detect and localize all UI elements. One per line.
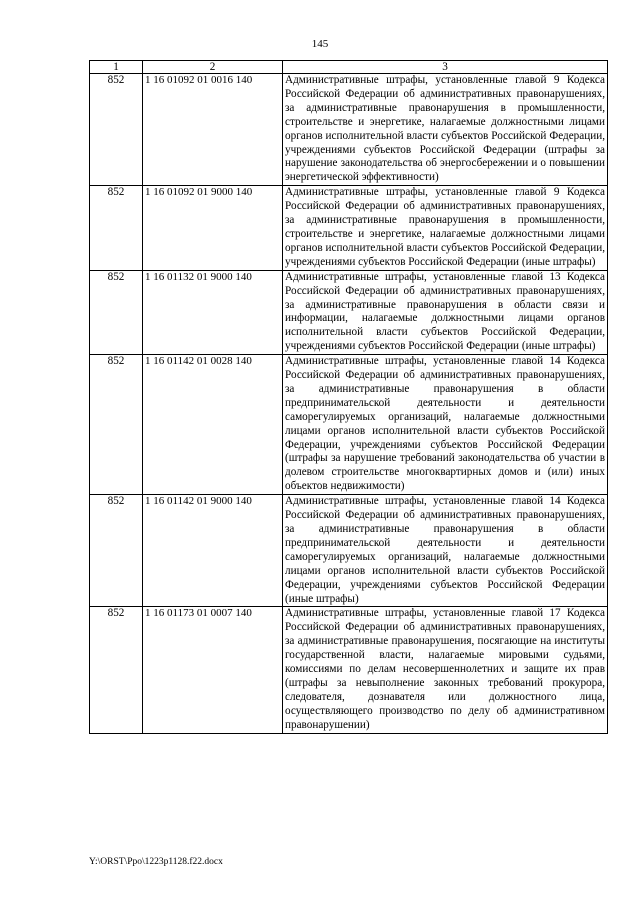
- table-row: [90, 607, 608, 733]
- admin-code-cell: 852: [90, 355, 143, 495]
- column-header-2: 2: [143, 61, 283, 74]
- admin-code-cell: 852: [90, 270, 143, 354]
- table-row: [90, 495, 608, 607]
- document-file-path: Y:\ORST\Ppo\1223p1128.f22.docx: [89, 857, 223, 867]
- admin-code-cell: 852: [90, 607, 143, 733]
- kbk-code-cell: 1 16 01142 01 0028 140: [143, 355, 283, 495]
- page-number: 145: [311, 38, 329, 50]
- kbk-code-cell: 1 16 01173 01 0007 140: [143, 607, 283, 733]
- table-row: [90, 270, 608, 354]
- column-header-3: 3: [283, 61, 608, 74]
- description-cell: Административные штрафы, установленные главой 13 Кодекса Российской Федерации об административных правонарушениях, за административные правонарушения в области связи и информации, налагаемые должностными лицами органов исполнительной власти субъектов Российской Федерации, учреждениями субъектов Российской Федерации (иные штрафы): [283, 270, 608, 354]
- kbk-code-cell: 1 16 01092 01 9000 140: [143, 186, 283, 270]
- description-cell: Административные штрафы, установленные главой 9 Кодекса Российской Федерации об административных правонарушениях, за административные правонарушения в промышленности, строительстве и энергетике, налагаемые должностными лицами органов исполнительной власти субъектов Российской Федерации, учреждениями субъектов Российской Федерации (штрафы за нарушение законодательства об энергосбережении и о повышении энергетической эффективности): [283, 74, 608, 186]
- description-cell: Административные штрафы, установленные главой 17 Кодекса Российской Федерации об административных правонарушениях, за административные правонарушения, посягающие на институты государственной власти, налагаемые мировыми судьями, комиссиями по делам несовершеннолетних и защите их прав (штрафы за невыполнение законных требований прокурора, следователя, дознавателя или должностного лица, осуществляющего производство по делу об административном правонарушении): [283, 607, 608, 733]
- description-cell: Административные штрафы, установленные главой 14 Кодекса Российской Федерации об административных правонарушениях, за административные правонарушения в области предпринимательской деятельности и деятельности саморегулируемых организаций, налагаемые должностными лицами органов исполнительной власти субъектов Российской Федерации, учреждениями субъектов Российской Федерации (иные штрафы): [283, 495, 608, 607]
- admin-code-cell: 852: [90, 74, 143, 186]
- table-header-row: [90, 61, 608, 74]
- kbk-code-cell: 1 16 01142 01 9000 140: [143, 495, 283, 607]
- admin-code-cell: 852: [90, 186, 143, 270]
- budget-codes-table: [89, 60, 608, 734]
- kbk-code-cell: 1 16 01092 01 0016 140: [143, 74, 283, 186]
- description-cell: Административные штрафы, установленные главой 9 Кодекса Российской Федерации об административных правонарушениях, за административные правонарушения в промышленности, строительстве и энергетике, налагаемые должностными лицами органов исполнительной власти субъектов Российской Федерации, учреждениями субъектов Российской Федерации (иные штрафы): [283, 186, 608, 270]
- admin-code-cell: 852: [90, 495, 143, 607]
- table-row: [90, 74, 608, 186]
- description-cell: Административные штрафы, установленные главой 14 Кодекса Российской Федерации об административных правонарушениях, за административные правонарушения в области предпринимательской деятельности и деятельности саморегулируемых организаций, налагаемые должностными лицами органов исполнительной власти субъектов Российской Федерации, учреждениями субъектов Российской Федерации (штрафы за нарушение требований законодательства об участии в долевом строительстве многоквартирных домов и (или) иных объектов недвижимости): [283, 355, 608, 495]
- table-row: [90, 355, 608, 495]
- column-header-1: 1: [90, 61, 143, 74]
- table-row: [90, 186, 608, 270]
- kbk-code-cell: 1 16 01132 01 9000 140: [143, 270, 283, 354]
